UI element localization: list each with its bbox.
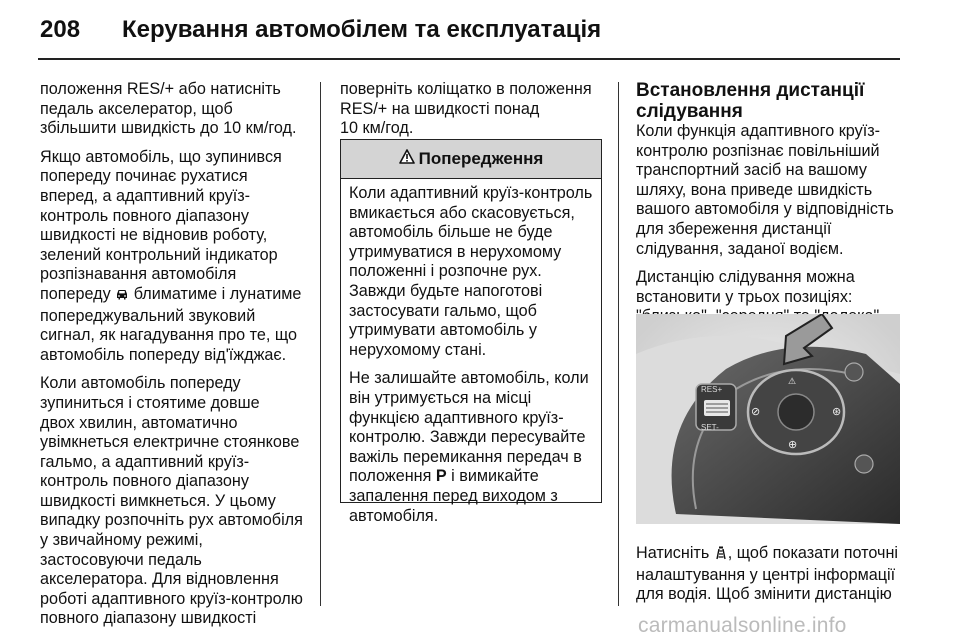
paragraph: Дистанцію слідування можна встановити у трьох позиціях:: [636, 268, 855, 306]
caption-text: Натисніть: [636, 544, 714, 562]
steering-wheel-controls-figure: [636, 314, 900, 524]
svg-text:⊘: ⊘: [751, 406, 761, 418]
column-1: [40, 80, 318, 638]
page-title: Керування автомобілем та експлуатація: [122, 16, 602, 43]
svg-text:⊛: ⊛: [832, 406, 842, 418]
page-header: [40, 16, 601, 48]
warning-title: Попередження: [418, 149, 544, 168]
paragraph: [40, 148, 318, 366]
caption-text: , щоб показати поточні налаштування у центрі інформації для водія. Щоб змінити дистанцію: [636, 544, 898, 604]
paragraph: Коли автомобіль попереду зупиниться і стоятиме довше двох хвилин, автоматично увімкнеться електричне стоянкове гальмо, а адаптивний круїз- контроль повного діапазону швидкості вимкнеться. У цьому випадку розпочніть рух автомобіля у звичайному режимі, застосовуючи педаль акселератора. Для відновлення роботі адаптивного круїз-контролю повного діапазону швидкості: [40, 374, 303, 628]
warning-header: [341, 140, 601, 179]
paragraph-text: і вимикайте запалення перед виходом з автомобіля.: [349, 467, 558, 525]
paragraph: Коли функція адаптивного круїз- контролю розпізнає повільніший транспортний засіб на вашому шляху, вона приведе швидкість вашого автомобіля у відповідність для збереження дистанції слідування, заданої водієм.: [636, 122, 894, 258]
res-label: RES+: [701, 385, 723, 394]
following-distance-icon: [714, 546, 728, 566]
svg-text:⚠: ⚠: [788, 376, 797, 386]
warning-box: [340, 139, 602, 525]
page-number: 208: [40, 16, 81, 43]
paragraph: положення RES/+ або натисніть педаль акселератор, щоб збільшити швидкість до 10 км/год.: [40, 80, 297, 138]
vehicle-ahead-icon: [115, 287, 129, 307]
warning-triangle-icon: [399, 149, 419, 169]
section-heading: Встановлення дистанції слідування: [636, 80, 865, 122]
warning-body: [341, 179, 601, 526]
paragraph-text: блиматиме і лунатиме попереджувальний звуковий сигнал, як нагадування про те, що автомобіль попереду від'їжджає.: [40, 284, 302, 364]
figure-caption: [636, 544, 906, 605]
paragraph-text: Не залишайте автомобіль, коли він утримується на місці функцією адаптивного круїз- контролю. Завжди пересувайте важіль перемикання передач в положення: [349, 369, 589, 486]
warning-paragraph: [349, 369, 593, 526]
warning-paragraph: Коли адаптивний круїз-контроль вмикається або скасовується, автомобіль більше не буде утримуватися в нерухомому положенні і розпочне рух. Завжди будьте напоготові застосувати гальмо, щоб утримувати автомобіль у нерухомому стані.: [349, 184, 593, 359]
column-3: [636, 80, 906, 336]
column-divider-1: [320, 82, 321, 606]
gear-position-p: P: [435, 467, 447, 486]
column-2: [340, 80, 602, 148]
paragraph-text: Якщо автомобіль, що зупинився попереду починає рухатися вперед, а адаптивний круїз- контроль повного діапазону швидкості не відновив роботу, зелений контрольний індикатор розпізнавання автомобіля попереду: [40, 147, 282, 303]
watermark: carmanualsonline.info: [638, 614, 847, 637]
header-divider: [38, 58, 900, 60]
paragraph: поверніть коліщатко в положення RES/+ на швидкості понад 10 км/год.: [340, 80, 592, 138]
column-divider-2: [618, 82, 619, 606]
svg-text:⊕: ⊕: [788, 439, 798, 451]
set-label: SET-: [701, 423, 719, 432]
